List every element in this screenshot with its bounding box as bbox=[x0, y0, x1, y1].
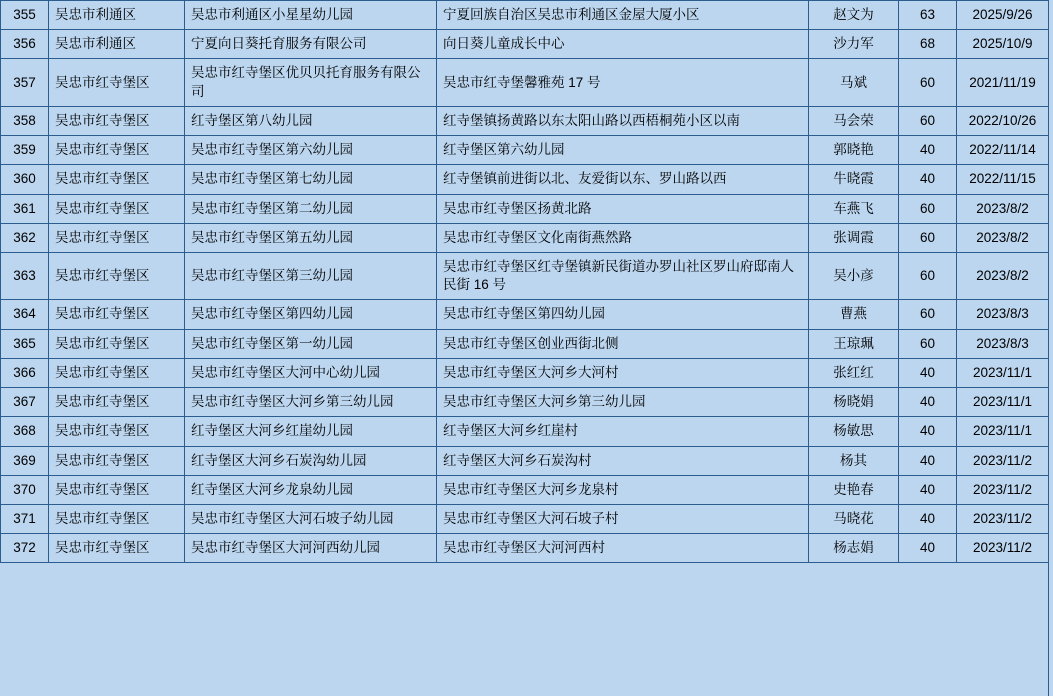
cell-person: 马斌 bbox=[809, 59, 899, 106]
cell-name: 吴忠市红寺堡区第二幼儿园 bbox=[185, 194, 437, 223]
cell-count: 60 bbox=[899, 59, 957, 106]
cell-region: 吴忠市红寺堡区 bbox=[49, 252, 185, 299]
cell-name: 吴忠市红寺堡区第七幼儿园 bbox=[185, 165, 437, 194]
table-row bbox=[1, 194, 1049, 223]
cell-address: 吴忠市红寺堡区大河乡大河村 bbox=[437, 358, 809, 387]
cell-count: 40 bbox=[899, 446, 957, 475]
cell-date: 2023/8/3 bbox=[957, 329, 1049, 358]
cell-address: 红寺堡区大河乡红崖村 bbox=[437, 417, 809, 446]
cell-index: 360 bbox=[1, 165, 49, 194]
cell-date: 2025/10/9 bbox=[957, 30, 1049, 59]
cell-count: 40 bbox=[899, 358, 957, 387]
cell-region: 吴忠市利通区 bbox=[49, 1, 185, 30]
cell-count: 68 bbox=[899, 30, 957, 59]
table-row bbox=[1, 1, 1049, 30]
cell-date: 2023/8/2 bbox=[957, 194, 1049, 223]
cell-person: 张红红 bbox=[809, 358, 899, 387]
cell-name: 红寺堡区大河乡石炭沟幼儿园 bbox=[185, 446, 437, 475]
table-row bbox=[1, 30, 1049, 59]
cell-person: 曹燕 bbox=[809, 300, 899, 329]
table-row bbox=[1, 504, 1049, 533]
table-row bbox=[1, 252, 1049, 299]
cell-person: 杨其 bbox=[809, 446, 899, 475]
table-row bbox=[1, 475, 1049, 504]
cell-name: 宁夏向日葵托育服务有限公司 bbox=[185, 30, 437, 59]
cell-name: 红寺堡区第八幼儿园 bbox=[185, 106, 437, 135]
cell-count: 60 bbox=[899, 194, 957, 223]
right-edge-column bbox=[1048, 0, 1053, 696]
cell-region: 吴忠市红寺堡区 bbox=[49, 223, 185, 252]
cell-index: 356 bbox=[1, 30, 49, 59]
cell-index: 361 bbox=[1, 194, 49, 223]
cell-region: 吴忠市红寺堡区 bbox=[49, 329, 185, 358]
cell-name: 吴忠市红寺堡区大河河西幼儿园 bbox=[185, 534, 437, 563]
cell-date: 2021/11/19 bbox=[957, 59, 1049, 106]
table-row bbox=[1, 417, 1049, 446]
cell-count: 40 bbox=[899, 388, 957, 417]
cell-address: 吴忠市红寺堡区大河河西村 bbox=[437, 534, 809, 563]
table-row bbox=[1, 223, 1049, 252]
cell-address: 吴忠市红寺堡区大河乡第三幼儿园 bbox=[437, 388, 809, 417]
cell-region: 吴忠市红寺堡区 bbox=[49, 59, 185, 106]
cell-index: 370 bbox=[1, 475, 49, 504]
cell-date: 2023/11/2 bbox=[957, 534, 1049, 563]
cell-region: 吴忠市红寺堡区 bbox=[49, 194, 185, 223]
cell-person: 赵文为 bbox=[809, 1, 899, 30]
cell-count: 60 bbox=[899, 300, 957, 329]
cell-region: 吴忠市红寺堡区 bbox=[49, 388, 185, 417]
cell-address: 吴忠市红寺堡区第四幼儿园 bbox=[437, 300, 809, 329]
cell-region: 吴忠市红寺堡区 bbox=[49, 358, 185, 387]
cell-address: 红寺堡镇前进街以北、友爱街以东、罗山路以西 bbox=[437, 165, 809, 194]
cell-index: 368 bbox=[1, 417, 49, 446]
cell-person: 王琼珮 bbox=[809, 329, 899, 358]
cell-name: 吴忠市红寺堡区第四幼儿园 bbox=[185, 300, 437, 329]
cell-index: 358 bbox=[1, 106, 49, 135]
cell-index: 364 bbox=[1, 300, 49, 329]
cell-address: 吴忠市红寺堡区文化南街燕然路 bbox=[437, 223, 809, 252]
cell-region: 吴忠市红寺堡区 bbox=[49, 446, 185, 475]
cell-index: 359 bbox=[1, 136, 49, 165]
cell-index: 365 bbox=[1, 329, 49, 358]
cell-region: 吴忠市利通区 bbox=[49, 30, 185, 59]
cell-name: 吴忠市红寺堡区大河中心幼儿园 bbox=[185, 358, 437, 387]
cell-count: 60 bbox=[899, 223, 957, 252]
cell-date: 2023/8/2 bbox=[957, 252, 1049, 299]
cell-region: 吴忠市红寺堡区 bbox=[49, 165, 185, 194]
cell-count: 63 bbox=[899, 1, 957, 30]
cell-date: 2023/11/1 bbox=[957, 417, 1049, 446]
cell-count: 40 bbox=[899, 475, 957, 504]
table-row bbox=[1, 329, 1049, 358]
cell-region: 吴忠市红寺堡区 bbox=[49, 475, 185, 504]
cell-count: 40 bbox=[899, 165, 957, 194]
cell-index: 372 bbox=[1, 534, 49, 563]
cell-address: 吴忠市红寺堡区创业西街北侧 bbox=[437, 329, 809, 358]
table-row bbox=[1, 446, 1049, 475]
table-row bbox=[1, 165, 1049, 194]
cell-person: 沙力军 bbox=[809, 30, 899, 59]
cell-name: 红寺堡区大河乡龙泉幼儿园 bbox=[185, 475, 437, 504]
cell-name: 吴忠市红寺堡区第三幼儿园 bbox=[185, 252, 437, 299]
cell-person: 杨敏思 bbox=[809, 417, 899, 446]
cell-date: 2022/10/26 bbox=[957, 106, 1049, 135]
table-row bbox=[1, 106, 1049, 135]
cell-index: 367 bbox=[1, 388, 49, 417]
cell-person: 马晓花 bbox=[809, 504, 899, 533]
cell-person: 杨志娟 bbox=[809, 534, 899, 563]
cell-address: 宁夏回族自治区吴忠市利通区金屋大厦小区 bbox=[437, 1, 809, 30]
cell-address: 红寺堡镇扬黄路以东太阳山路以西梧桐苑小区以南 bbox=[437, 106, 809, 135]
cell-region: 吴忠市红寺堡区 bbox=[49, 106, 185, 135]
cell-date: 2023/8/3 bbox=[957, 300, 1049, 329]
table-row bbox=[1, 59, 1049, 106]
cell-index: 363 bbox=[1, 252, 49, 299]
cell-region: 吴忠市红寺堡区 bbox=[49, 534, 185, 563]
cell-date: 2022/11/15 bbox=[957, 165, 1049, 194]
cell-index: 357 bbox=[1, 59, 49, 106]
cell-index: 366 bbox=[1, 358, 49, 387]
cell-date: 2023/11/1 bbox=[957, 358, 1049, 387]
cell-name: 吴忠市红寺堡区大河乡第三幼儿园 bbox=[185, 388, 437, 417]
cell-person: 牛晓霞 bbox=[809, 165, 899, 194]
cell-region: 吴忠市红寺堡区 bbox=[49, 504, 185, 533]
cell-person: 吴小彦 bbox=[809, 252, 899, 299]
table-row bbox=[1, 534, 1049, 563]
cell-name: 吴忠市红寺堡区第一幼儿园 bbox=[185, 329, 437, 358]
cell-count: 60 bbox=[899, 329, 957, 358]
cell-date: 2023/11/1 bbox=[957, 388, 1049, 417]
table-body bbox=[1, 1, 1049, 563]
table-row bbox=[1, 388, 1049, 417]
cell-index: 369 bbox=[1, 446, 49, 475]
cell-address: 吴忠市红寺堡区扬黄北路 bbox=[437, 194, 809, 223]
cell-name: 吴忠市红寺堡区大河石坡子幼儿园 bbox=[185, 504, 437, 533]
cell-region: 吴忠市红寺堡区 bbox=[49, 417, 185, 446]
cell-date: 2023/11/2 bbox=[957, 475, 1049, 504]
table-row bbox=[1, 136, 1049, 165]
cell-region: 吴忠市红寺堡区 bbox=[49, 300, 185, 329]
cell-name: 吴忠市红寺堡区第五幼儿园 bbox=[185, 223, 437, 252]
cell-date: 2023/8/2 bbox=[957, 223, 1049, 252]
table-row bbox=[1, 358, 1049, 387]
cell-address: 吴忠市红寺堡馨雅苑 17 号 bbox=[437, 59, 809, 106]
cell-person: 杨晓娟 bbox=[809, 388, 899, 417]
cell-count: 40 bbox=[899, 417, 957, 446]
cell-address: 吴忠市红寺堡区大河石坡子村 bbox=[437, 504, 809, 533]
cell-date: 2022/11/14 bbox=[957, 136, 1049, 165]
cell-count: 40 bbox=[899, 504, 957, 533]
cell-date: 2025/9/26 bbox=[957, 1, 1049, 30]
cell-person: 史艳春 bbox=[809, 475, 899, 504]
cell-name: 吴忠市红寺堡区优贝贝托育服务有限公司 bbox=[185, 59, 437, 106]
cell-address: 红寺堡区第六幼儿园 bbox=[437, 136, 809, 165]
cell-person: 车燕飞 bbox=[809, 194, 899, 223]
cell-name: 红寺堡区大河乡红崖幼儿园 bbox=[185, 417, 437, 446]
table-row bbox=[1, 300, 1049, 329]
cell-address: 吴忠市红寺堡区红寺堡镇新民街道办罗山社区罗山府邸南人民街 16 号 bbox=[437, 252, 809, 299]
cell-address: 红寺堡区大河乡石炭沟村 bbox=[437, 446, 809, 475]
cell-count: 40 bbox=[899, 534, 957, 563]
cell-date: 2023/11/2 bbox=[957, 504, 1049, 533]
cell-index: 362 bbox=[1, 223, 49, 252]
cell-person: 张调霞 bbox=[809, 223, 899, 252]
cell-name: 吴忠市红寺堡区第六幼儿园 bbox=[185, 136, 437, 165]
cell-region: 吴忠市红寺堡区 bbox=[49, 136, 185, 165]
cell-index: 355 bbox=[1, 1, 49, 30]
cell-index: 371 bbox=[1, 504, 49, 533]
cell-count: 40 bbox=[899, 136, 957, 165]
cell-date: 2023/11/2 bbox=[957, 446, 1049, 475]
cell-person: 马会荣 bbox=[809, 106, 899, 135]
cell-address: 吴忠市红寺堡区大河乡龙泉村 bbox=[437, 475, 809, 504]
cell-address: 向日葵儿童成长中心 bbox=[437, 30, 809, 59]
cell-person: 郭晓艳 bbox=[809, 136, 899, 165]
cell-count: 60 bbox=[899, 252, 957, 299]
cell-name: 吴忠市利通区小星星幼儿园 bbox=[185, 1, 437, 30]
cell-count: 60 bbox=[899, 106, 957, 135]
